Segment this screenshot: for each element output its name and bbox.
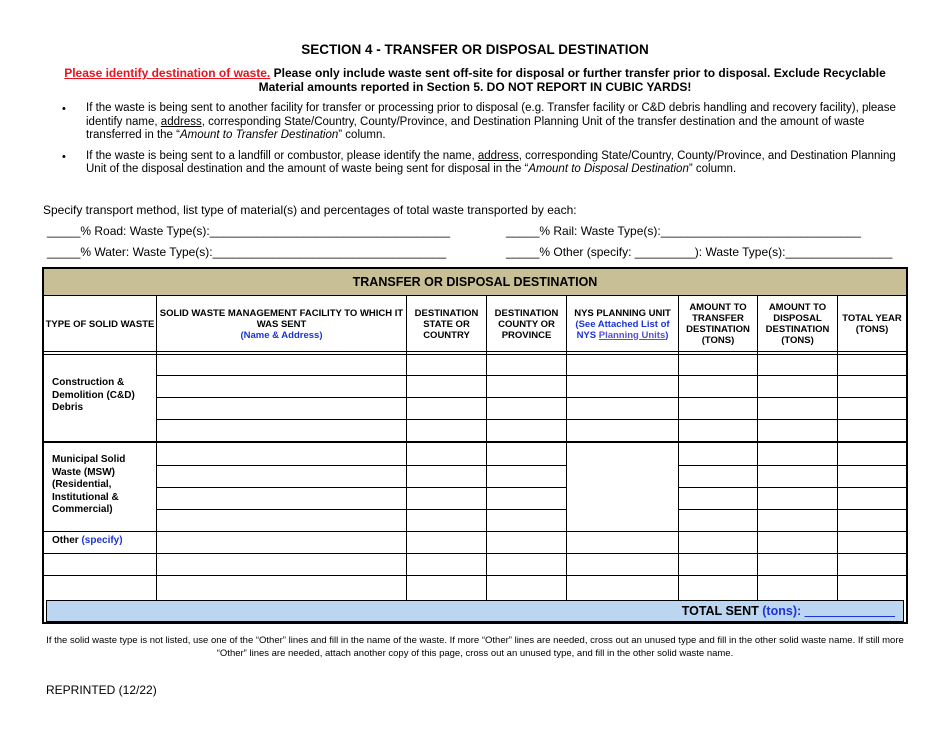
reprinted-date: REPRINTED (12/22)	[46, 683, 157, 697]
other-transport-field[interactable]: _____% Other (specify: _________): Waste Type(s):________________	[506, 245, 893, 259]
planning-units-link[interactable]: Planning Units	[598, 329, 666, 341]
section-title: SECTION 4 - TRANSFER OR DISPOSAL DESTINATION	[301, 42, 649, 57]
road-transport-field[interactable]: _____% Road: Waste Type(s):____________________________________	[47, 224, 451, 238]
row-label-other: Other (specify)	[52, 535, 123, 546]
rail-transport-field[interactable]: _____% Rail: Waste Type(s):______________________________	[506, 224, 861, 238]
intro-highlight: Please identify destination of waste.	[64, 66, 271, 80]
total-sent-field[interactable]: _____________	[804, 604, 895, 618]
total-sent: TOTAL SENT (tons): _____________	[681, 604, 895, 618]
intro-text: Please only include waste sent off-site for disposal or further transfer prior to disposal. Exclude Recyclable Material amounts reported in Section 5. DO NOT REPORT IN CUBIC YARDS!	[258, 66, 886, 94]
header-state: DESTINATION STATE OR COUNTRY	[414, 307, 479, 341]
transport-instructions: Specify transport method, list type of material(s) and percentages of total waste transported by each:	[43, 203, 577, 217]
footnote: If the solid waste type is not listed, use one of the “Other” lines and fill in the name of the waste. If more “Other” lines are needed, cross out an unused type and fill in the other solid waste name. If still more “Other” lines are needed, attach another copy of this page, cross out an unused type, and fill in the other solid waste name.	[46, 635, 904, 659]
header-disposal: AMOUNT TO DISPOSAL DESTINATION (TONS)	[765, 302, 830, 346]
table-banner: TRANSFER OR DISPOSAL DESTINATION	[44, 269, 906, 296]
bullet-disposal: • If the waste is being sent to a landfill or combustor, please identify the name, address, corresponding State/Country, County/Province, and Destination Planning Unit of the disposal destination and the amount of waste being sent for disposal in the “Amount to Disposal Destination” column.	[62, 150, 918, 177]
row-label-cd: Construction & Demolition (C&D) Debris	[52, 377, 135, 413]
header-total: TOTAL YEAR (TONS)	[842, 313, 902, 335]
intro-instructions	[40, 66, 910, 94]
header-county: DESTINATION COUNTY OR PROVINCE	[494, 307, 559, 341]
row-label-msw: Municipal Solid Waste (MSW) (Residential, Institutional & Commercial)	[52, 454, 126, 515]
total-sent-bar	[46, 600, 904, 622]
bullet-transfer: • If the waste is being sent to another facility for transfer or processing prior to disposal (e.g. Transfer facility or C&D debris handling and recovery facility), please identify name, address, corresponding State/Country, County/Province, and Destination Planning Unit of the transfer destination and the amount of waste transferred in the “Amount to Transfer Destination” column.	[62, 102, 918, 143]
header-facility: SOLID WASTE MANAGEMENT FACILITY TO WHICH IT WAS SENT (Name & Address)	[159, 307, 404, 341]
instruction-bullets	[62, 102, 918, 184]
header-transfer: AMOUNT TO TRANSFER DESTINATION (TONS)	[686, 302, 750, 346]
destination-table	[42, 267, 908, 624]
header-type: TYPE OF SOLID WASTE	[45, 318, 155, 330]
header-nys-planning-unit: NYS PLANNING UNIT (See Attached List of NYS Planning Units)	[574, 307, 671, 341]
water-transport-field[interactable]: _____% Water: Waste Type(s):___________________________________	[47, 245, 447, 259]
